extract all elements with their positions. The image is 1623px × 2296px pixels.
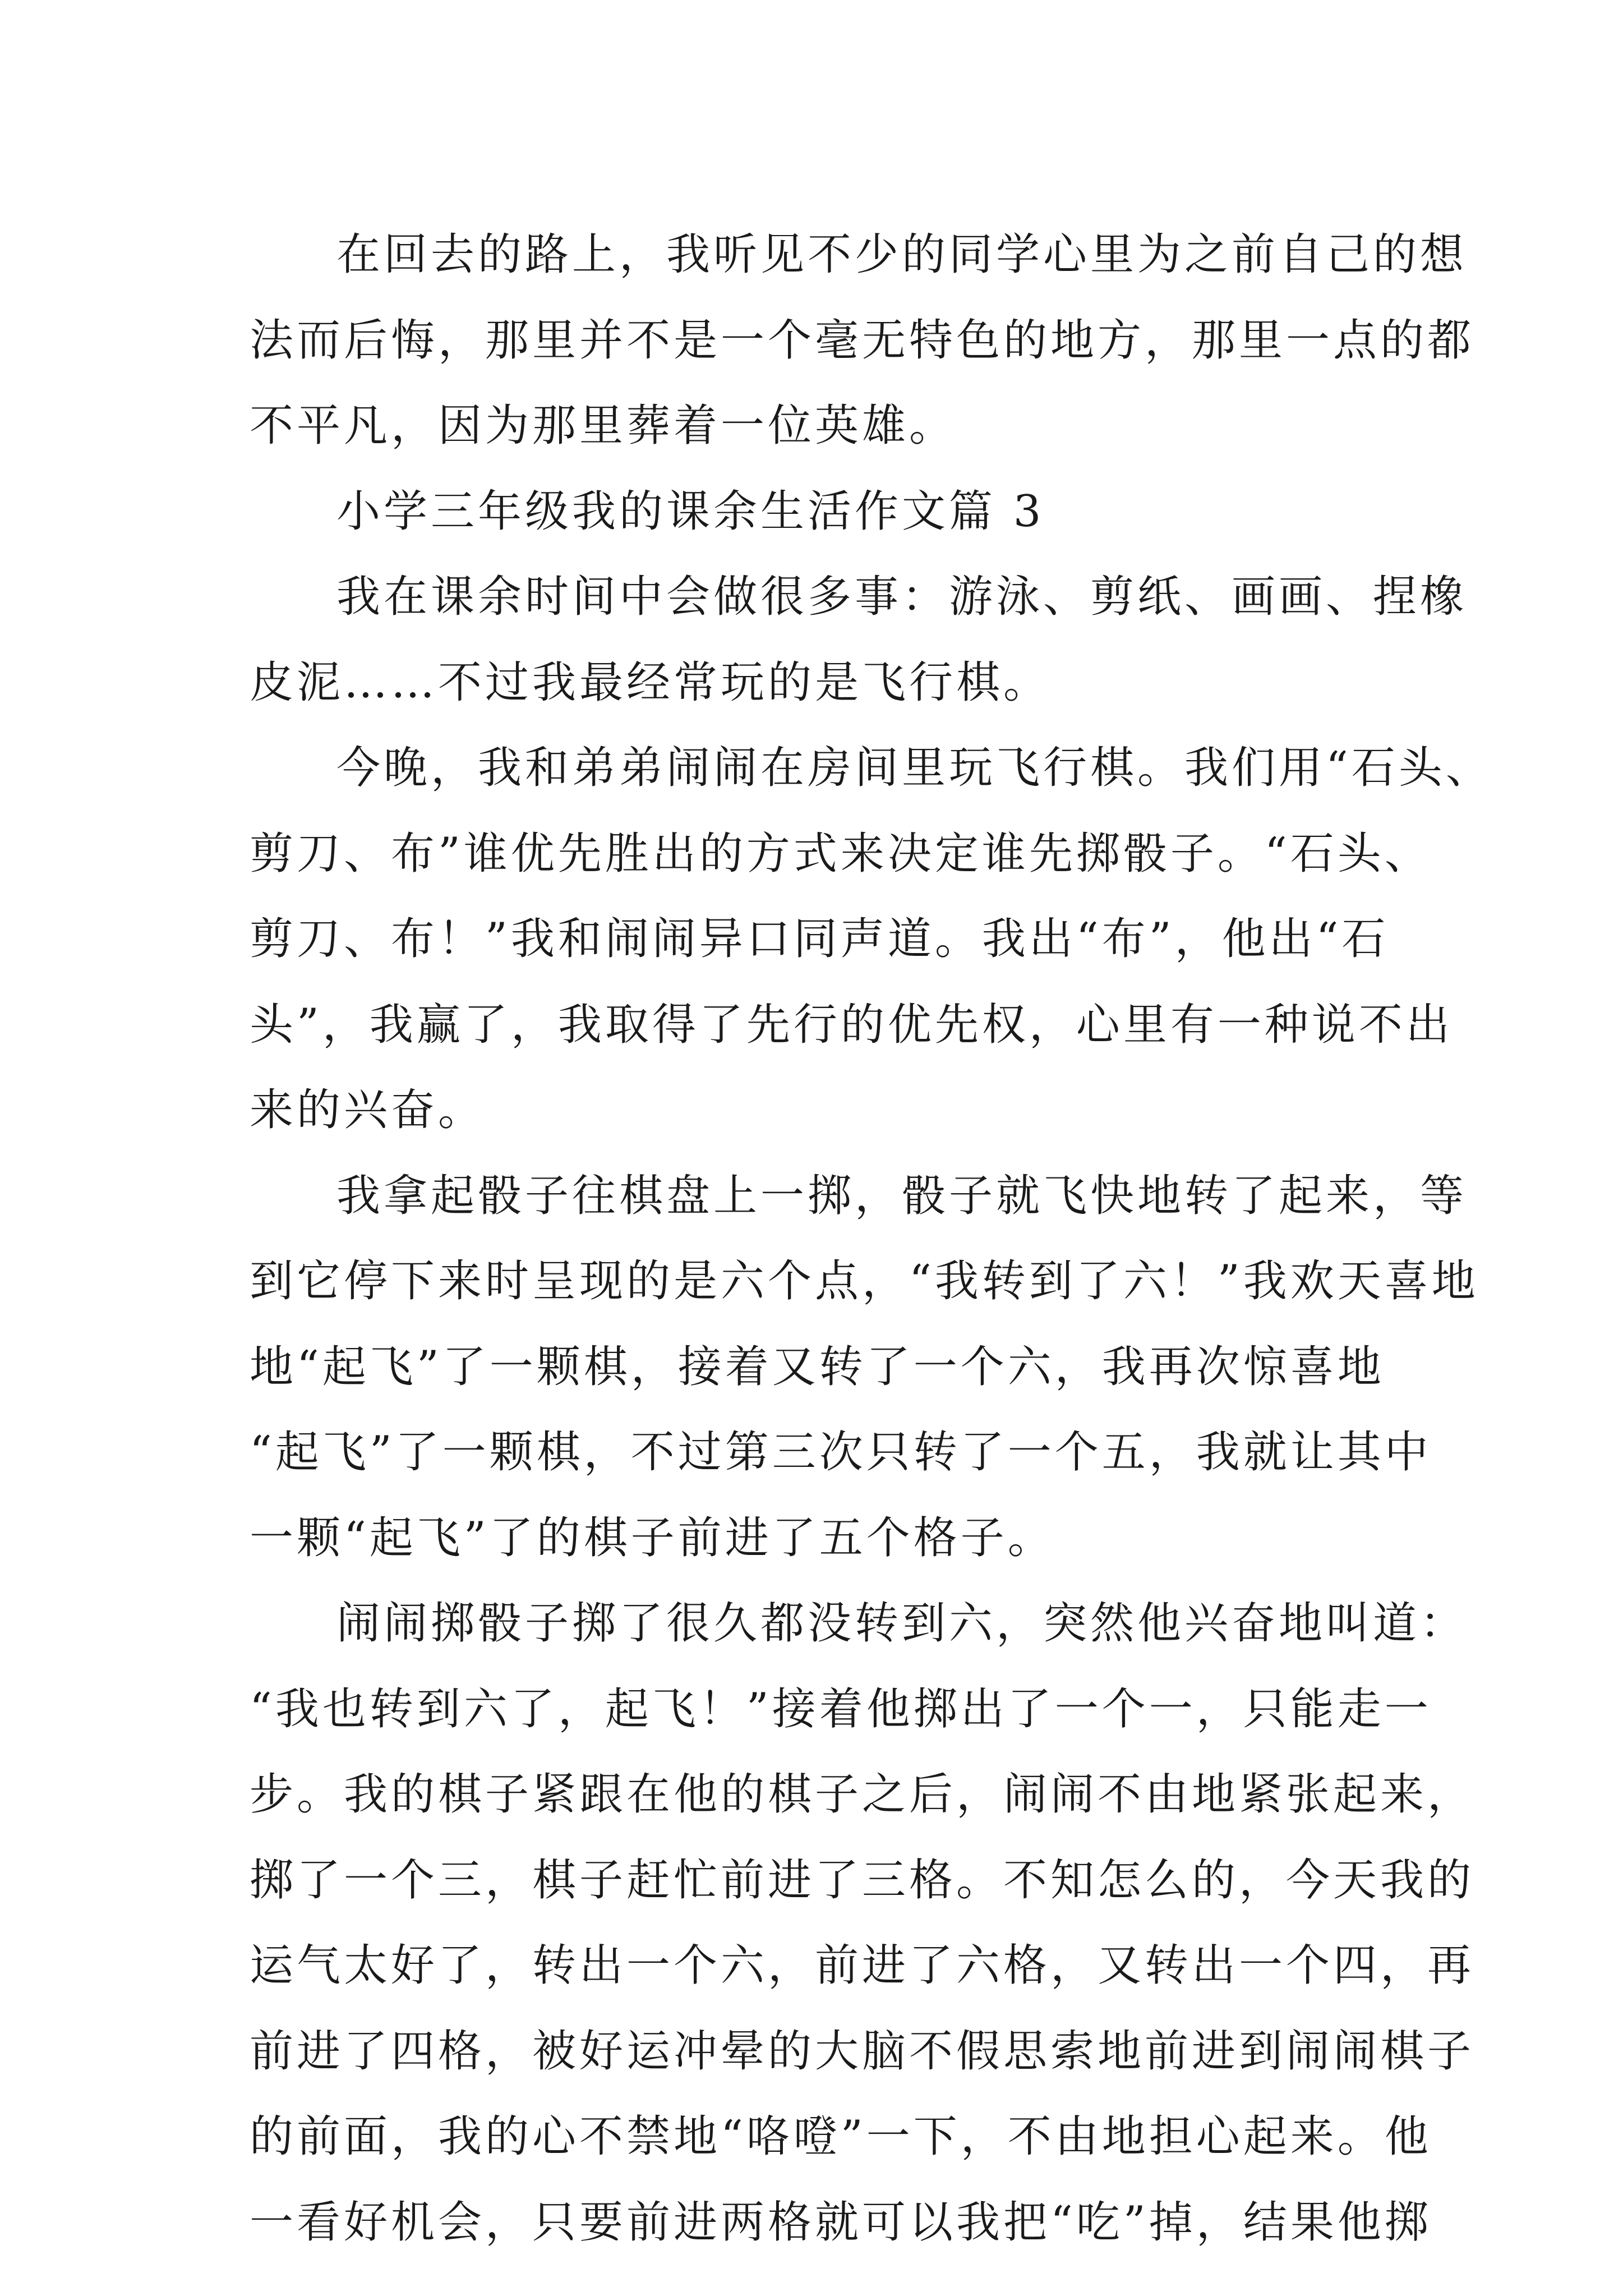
paragraph-line: “起飞”了一颗棋，不过第三次只转了一个五，我就让其中 <box>250 1427 1432 1478</box>
paragraph-line: 在回去的路上，我听见不少的同学心里为之前自己的想 <box>336 229 1468 280</box>
document-body <box>250 212 1493 2265</box>
paragraph-line: 我在课余时间中会做很多事：游泳、剪纸、画画、捏橡 <box>336 572 1468 622</box>
paragraph-line: 运气太好了，转出一个六，前进了六格，又转出一个四，再 <box>250 1940 1475 1991</box>
paragraph-line: 剪刀、布！”我和闹闹异口同声道。我出“布”，他出“石 <box>250 914 1389 964</box>
paragraph-line: 的前面，我的心不禁地“咯噔”一下，不由地担心起来。他 <box>250 2111 1432 2162</box>
paragraph-line: 皮泥……不过我最经常玩的是飞行棋。 <box>250 657 1051 708</box>
paragraph-line: 一看好机会，只要前进两格就可以我把“吃”掉，结果他掷 <box>250 2197 1432 2248</box>
section-heading: 小学三年级我的课余生活作文篇 3 <box>336 486 1045 537</box>
paragraph-line: 不平凡，因为那里葬着一位英雄。 <box>250 401 957 451</box>
paragraph-line: 步。我的棋子紧跟在他的棋子之后，闹闹不由地紧张起来， <box>250 1769 1475 1820</box>
paragraph-line: 到它停下来时呈现的是六个点，“我转到了六！”我欢天喜地 <box>250 1256 1479 1306</box>
paragraph-line: 头”，我赢了，我取得了先行的优先权，心里有一种说不出 <box>250 999 1453 1050</box>
paragraph-line: 我拿起骰子往棋盘上一掷，骰子就飞快地转了起来，等 <box>336 1170 1468 1221</box>
paragraph-line: 掷了一个三，棋子赶忙前进了三格。不知怎么的，今天我的 <box>250 1855 1475 1906</box>
paragraph-line: 一颗“起飞”了的棋子前进了五个格子。 <box>250 1512 1055 1563</box>
paragraph-line: 今晚，我和弟弟闹闹在房间里玩飞行棋。我们用“石头、 <box>336 743 1493 793</box>
paragraph-line: 来的兴奋。 <box>250 1085 486 1135</box>
paragraph-line: 闹闹掷骰子掷了很久都没转到六，突然他兴奋地叫道： <box>336 1598 1468 1649</box>
paragraph-line: 剪刀、布”谁优先胜出的方式来决定谁先掷骰子。“石头、 <box>250 828 1432 879</box>
paragraph-line: 前进了四格，被好运冲晕的大脑不假思索地前进到闹闹棋子 <box>250 2026 1475 2077</box>
paragraph-line: “我也转到六了，起飞！”接着他掷出了一个一，只能走一 <box>250 1683 1432 1734</box>
paragraph-line: 法而后悔，那里并不是一个毫无特色的地方，那里一点的都 <box>250 315 1475 366</box>
paragraph-line: 地“起飞”了一颗棋，接着又转了一个六，我再次惊喜地 <box>250 1341 1385 1392</box>
